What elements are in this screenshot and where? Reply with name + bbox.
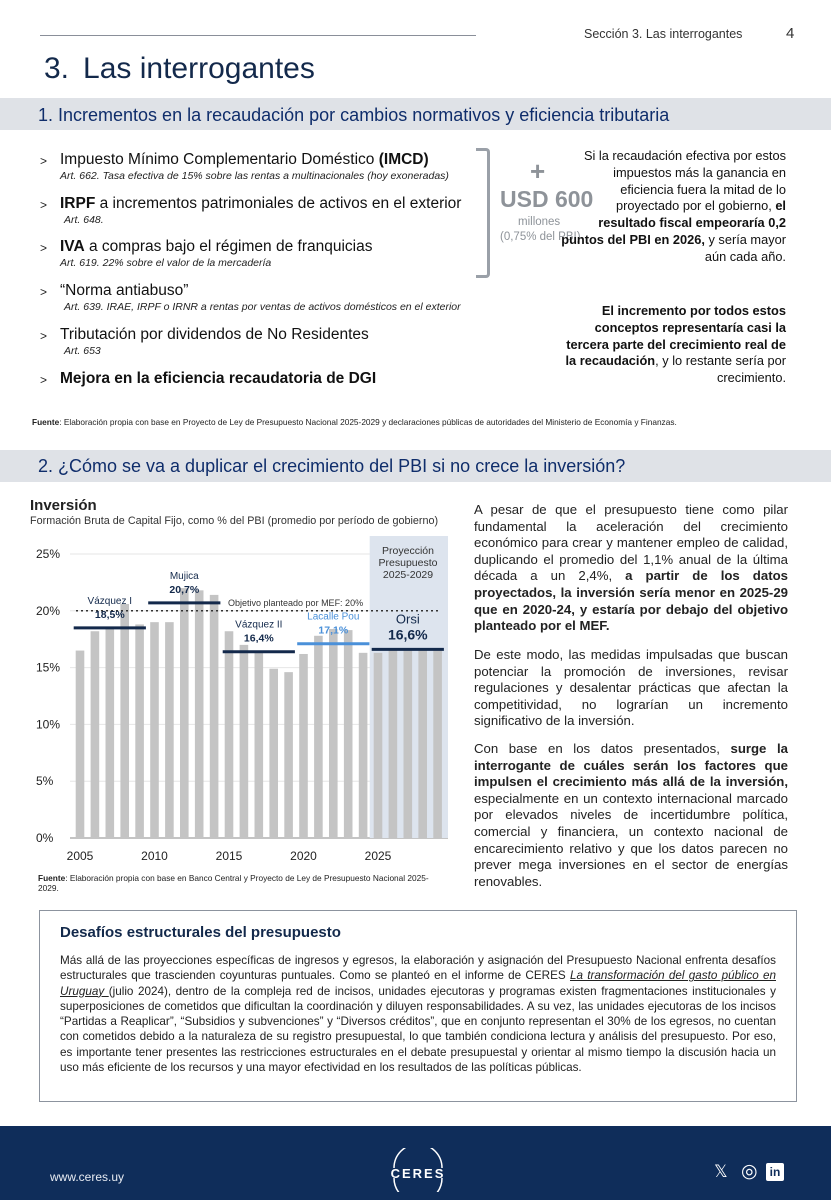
- box-text: Más allá de las proyecciones específicas de ingresos y egresos, la elaboración y asignación del Presupuesto Nacional enfrenta desafíos estructurales que trascienden coyunturas puntuales. Como se planteó en el informe de CERES La transformación del gasto público en Uruguay (julio 2024), dentro de la compleja red de incisos, unidades ejecutoras y programas existen fragmentaciones institucionales y superposiciones de cometidos que dificultan la coordinación y diluyen responsabilidades. A su vez, las unidades ejecutoras de los incisos “Partidas a Reaplicar”, “Subsidios y subvenciones” y “Diversos créditos”, que en conjunto representan el 30% de los egresos, no cuentan con cometidos debido a la naturaleza de su registro presupuestal, lo que también condiciona lectura y análisis del presupuesto. Por eso, es importante tener presentes las restricciones estructurales en el debate presupuestal y orientar al mismo tiempo la discusión hacia un uso más eficiente de los recursos y una mayor efectividad en los resultados de las políticas públicas.: [60, 954, 776, 1075]
- item-title: “Norma antiabuso”: [60, 282, 189, 299]
- section2-heading: 2. ¿Cómo se va a duplicar el crecimiento del PBI si no crece la inversión?: [38, 456, 626, 476]
- bar: [135, 624, 144, 838]
- header-rule: [40, 35, 476, 36]
- grouping-bracket: [476, 148, 490, 278]
- item-article: Art. 619. 22% sobre el valor de la mercadería: [60, 257, 272, 269]
- bar: [389, 648, 398, 838]
- report-link[interactable]: La transformación del gasto público en Uruguay: [60, 969, 776, 998]
- linkedin-icon[interactable]: in: [766, 1163, 784, 1181]
- bar: [374, 653, 383, 838]
- section2-band: [0, 450, 831, 482]
- list-item: [40, 281, 490, 325]
- amount-unit: millones: [518, 216, 561, 228]
- item-article: Art. 662. Tasa efectiva de 15% sobre las rentas a multinacionales (hoy exoneradas): [60, 170, 449, 182]
- page-number: 4: [786, 25, 795, 42]
- bar: [150, 622, 159, 838]
- page-title-number: 3.: [44, 52, 70, 85]
- x-tick-label: 2015: [215, 849, 243, 863]
- period-name-label: Vázquez I: [87, 595, 133, 607]
- list-item: [40, 325, 490, 369]
- item-title-bold: Mejora en la eficiencia recaudatoria de DGI: [60, 370, 377, 387]
- fiscal-impact-text: Si la recaudación efectiva por estos impuestos más la ganancia en eficiencia fuera la mitad de lo proyectado por el gobierno, el resultado fiscal empeoraría 0,2 puntos del PBI en 2026, y sería mayor aún cada año.: [561, 148, 786, 264]
- x-tick-label: 2010: [141, 849, 168, 863]
- list-item: [40, 369, 490, 393]
- bullet-chevron-icon: >: [40, 329, 48, 343]
- item-article: Art. 648.: [64, 214, 104, 226]
- period-value-label: 17,1%: [318, 624, 349, 637]
- bullet-chevron-icon: >: [40, 154, 48, 168]
- section1-heading: 1. Incrementos en la recaudación por cambios normativos y eficiencia tributaria: [38, 105, 670, 125]
- bar: [269, 669, 278, 838]
- page-title-text: Las interrogantes: [83, 52, 315, 85]
- bullet-chevron-icon: >: [40, 285, 48, 299]
- period-name-label: Orsi: [395, 611, 420, 627]
- item-article: Art. 653: [64, 345, 101, 357]
- list-item: [40, 150, 490, 194]
- period-value-label: 18,5%: [94, 608, 125, 621]
- bar: [106, 628, 115, 838]
- y-tick-label: 5%: [36, 774, 54, 789]
- plus-sign: +: [530, 156, 546, 186]
- period-name-label: Vázquez II: [235, 619, 283, 631]
- bar: [359, 653, 368, 838]
- bar: [404, 648, 413, 838]
- ceres-logo-text: CERES: [390, 1166, 446, 1181]
- chart-title: Inversión: [30, 497, 97, 514]
- bullet-chevron-icon: >: [40, 241, 48, 255]
- item-title-bold: IRPF: [60, 195, 96, 212]
- item-article: Art. 639. IRAE, IRPF o IRNR a rentas por ventas de activos domésticos en el exterior: [64, 301, 461, 313]
- y-tick-label: 15%: [36, 660, 61, 675]
- page-title: [44, 52, 315, 86]
- bar: [299, 654, 308, 838]
- x-twitter-icon[interactable]: 𝕏: [714, 1162, 728, 1181]
- list-item: [40, 237, 490, 281]
- collection-share-text: El incremento por todos estos conceptos representaría casi la tercera parte del crecimiento real de la recaudación, y lo restante sería por crecimiento.: [565, 303, 786, 386]
- target-label: Objetivo planteado por MEF: 20%: [228, 597, 364, 608]
- item-title: a incrementos patrimoniales de activos en el exterior: [95, 195, 462, 212]
- projection-label: Presupuesto: [378, 557, 438, 569]
- section1-band: [0, 98, 831, 130]
- growth-paragraph-2: De este modo, las medidas impulsadas que buscan potenciar la promoción de inversiones, revisar regulaciones y desalentar prácticas que afectan la competitividad, no lograrían un incremento significativo de la inversión.: [474, 647, 788, 729]
- section1-source: Fuente: Elaboración propia con base en Proyecto de Ley de Presupuesto Nacional 2025-2029 y declaraciones públicas de autoridades del Ministerio de Economía y Finanzas.: [32, 417, 677, 427]
- chart-source: Fuente: Elaboración propia con base en Banco Central y Proyecto de Ley de Presupuesto Nacional 2025-2029.: [38, 873, 429, 893]
- bar: [255, 652, 264, 838]
- item-title: Tributación por dividendos de No Residentes: [60, 326, 369, 343]
- tax-items-list: [40, 150, 490, 393]
- item-title: a compras bajo el régimen de franquicias: [84, 238, 373, 255]
- bar: [165, 622, 174, 838]
- investment-chart: [0, 530, 460, 875]
- bar: [314, 636, 323, 838]
- bar: [210, 595, 219, 838]
- bar: [418, 648, 427, 838]
- growth-paragraph-3: Con base en los datos presentados, surge la interrogante de cuáles serán los factores que impulsen el crecimiento más allá de la inversión, especialmente en un contexto internacional marcado por elevados niveles de incertidumbre política, comercial y financiera, un contexto nacional de encarecimiento relativo y que los datos parecen no prever mega inversiones en el sector de energías renovables.: [474, 741, 789, 889]
- item-title-bold: IVA: [60, 238, 85, 255]
- bar: [195, 590, 204, 838]
- y-tick-label: 20%: [36, 603, 61, 618]
- period-value-label: 16,6%: [387, 626, 428, 643]
- bar: [180, 588, 189, 838]
- bar: [225, 631, 234, 838]
- x-tick-label: 2025: [364, 849, 392, 863]
- bar: [329, 629, 338, 838]
- y-tick-label: 25%: [36, 547, 61, 561]
- y-tick-label: 0%: [36, 831, 54, 845]
- bar: [240, 645, 249, 838]
- instagram-icon[interactable]: ◎: [741, 1161, 758, 1182]
- footer-url-link[interactable]: www.ceres.uy: [50, 1170, 125, 1184]
- item-title: Impuesto Mínimo Complementario Doméstico: [60, 151, 379, 168]
- bar: [76, 651, 85, 838]
- growth-paragraph-1: A pesar de que el presupuesto tiene como pilar fundamental la aceleración del crecimiento económico para crear y mantener empleo de calidad, duplicando el promedio del 1,1% anual de la última década a un 2,4%, a partir de los datos proyectados, la inversión sería menor en 2025-29 que en 2020-24, y estaría por debajo del objetivo planteado por el MEF.: [474, 502, 788, 634]
- period-value-label: 16,4%: [243, 632, 274, 645]
- bar: [433, 648, 442, 838]
- x-tick-label: 2005: [66, 849, 94, 863]
- bar: [344, 630, 353, 838]
- item-title-bold: (IMCD): [378, 151, 429, 168]
- amount-value: USD 600: [500, 186, 594, 212]
- y-tick-label: 10%: [36, 717, 61, 732]
- bullet-chevron-icon: >: [40, 373, 48, 387]
- x-tick-label: 2020: [290, 849, 317, 863]
- chart-subtitle: Formación Bruta de Capital Fijo, como % del PBI (promedio por período de gobierno): [30, 515, 439, 527]
- header-section-label: Sección 3. Las interrogantes: [584, 27, 743, 41]
- bar: [91, 631, 100, 838]
- bar: [120, 604, 129, 838]
- list-item: [40, 194, 490, 237]
- projection-label: 2025-2029: [382, 569, 434, 581]
- projection-label: Proyección: [382, 545, 434, 557]
- period-name-label: Lacalle Pou: [307, 611, 360, 623]
- amount-pct: (0,75% del PBI): [500, 231, 581, 243]
- bullet-chevron-icon: >: [40, 198, 48, 212]
- period-value-label: 20,7%: [169, 583, 200, 596]
- period-name-label: Mujica: [169, 570, 199, 582]
- box-title: Desafíos estructurales del presupuesto: [60, 924, 341, 941]
- bar: [284, 672, 293, 838]
